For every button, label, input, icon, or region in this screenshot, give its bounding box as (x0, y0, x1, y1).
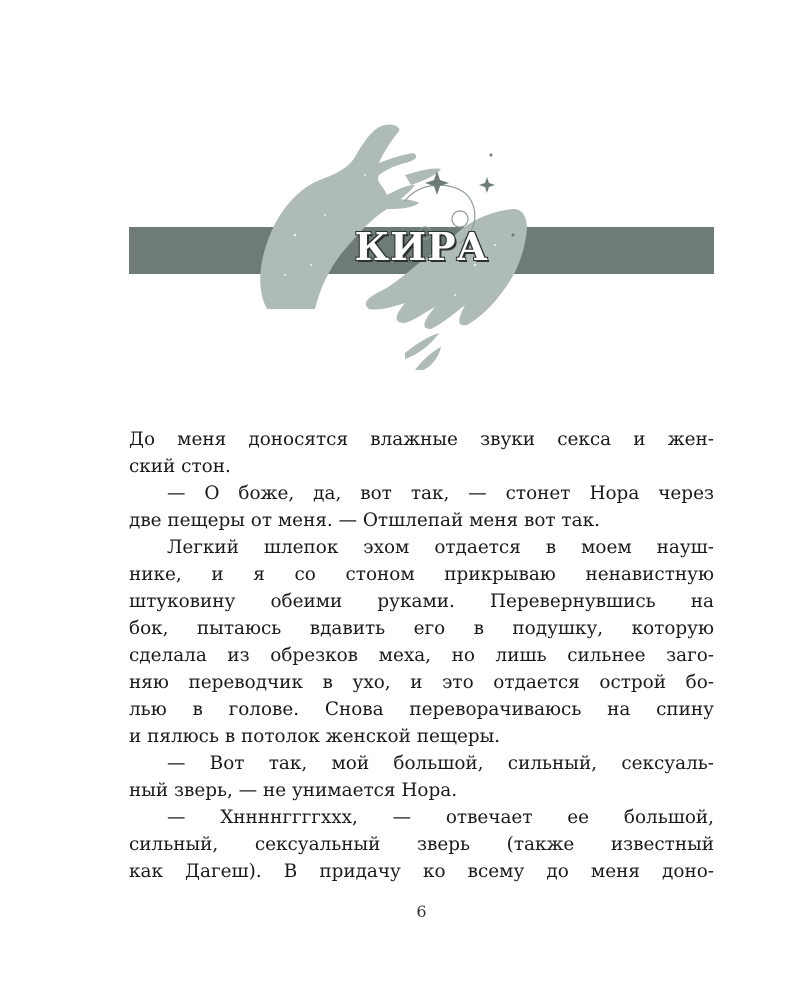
text-line: лью в голове. Снова переворачиваюсь на спину (129, 699, 714, 720)
text-line: До меня доносятся влажные звуки секса и жен- (129, 429, 714, 450)
text-line: — О боже, да, вот так, — стонет Нора через (167, 483, 714, 504)
text-line: как Дагеш). В придачу ко всему до меня доно- (129, 861, 714, 882)
text-line: штуковину обеими руками. Перевернувшись на (129, 591, 714, 612)
text-line: нике, и я со стоном прикрываю ненавистную (129, 564, 714, 585)
text-line: ский стон. (129, 456, 231, 477)
text-line: сделала из обрезков меха, но лишь сильнее заго- (129, 645, 714, 666)
text-line: няю переводчик в ухо, и это отдается острой бо- (129, 672, 714, 693)
text-line: — Вот так, мой большой, сильный, сексуаль- (167, 753, 714, 774)
page-number: 6 (416, 902, 427, 921)
text-line: сильный, сексуальный зверь (также известный (129, 834, 714, 855)
text-line: ный зверь, — не унимается Нора. (129, 780, 458, 801)
text-line: и пялюсь в потолок женской пещеры. (129, 726, 501, 747)
text-line: бок, пытаюсь вдавить его в подушку, которую (129, 618, 714, 639)
text-line: — Хннннггггххх, — отвечает ее большой, (167, 807, 714, 828)
text-line: Легкий шлепок эхом отдается в моем науш- (167, 537, 714, 558)
body-text (129, 426, 714, 885)
chapter-title: КИРА (354, 224, 489, 269)
text-line: две пещеры от меня. — Отшлепай меня вот так. (129, 510, 600, 531)
